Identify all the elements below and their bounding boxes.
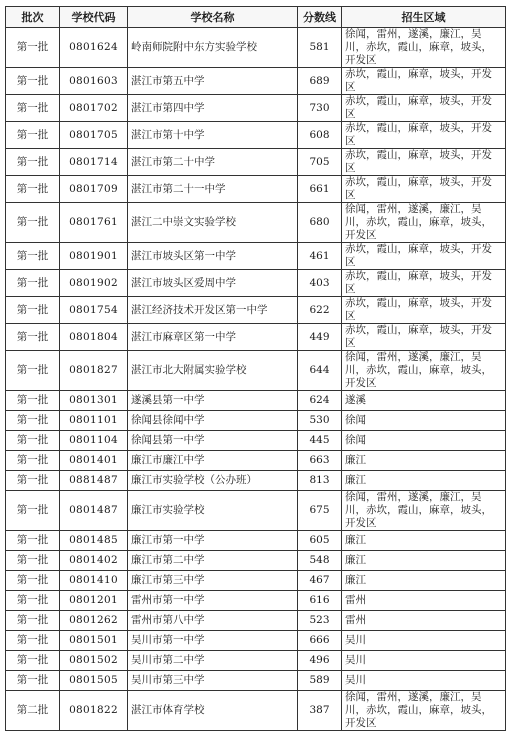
cell-batch: 第一批 [6, 451, 60, 471]
table-row [6, 243, 506, 270]
cell-name: 廉江市廉江中学 [128, 451, 298, 471]
cell-code: 0801702 [60, 95, 128, 122]
table-row [6, 122, 506, 149]
table-row [6, 491, 506, 531]
table-row [6, 203, 506, 243]
cell-code: 0801485 [60, 531, 128, 551]
cell-code: 0801101 [60, 411, 128, 431]
cell-area: 赤坎，霞山，麻章，坡头，开发区 [342, 297, 506, 324]
cell-score: 680 [298, 203, 342, 243]
table-row [6, 95, 506, 122]
table-row [6, 270, 506, 297]
table-row [6, 411, 506, 431]
cell-area: 廉江 [342, 571, 506, 591]
cell-batch: 第一批 [6, 68, 60, 95]
table-body [6, 28, 506, 731]
cell-area: 徐闻，雷州，遂溪，廉江，吴川，赤坎，霞山，麻章，坡头，开发区 [342, 28, 506, 68]
cell-batch: 第一批 [6, 651, 60, 671]
cell-area: 雷州 [342, 611, 506, 631]
cell-code: 0801502 [60, 651, 128, 671]
cell-name: 湛江市第四中学 [128, 95, 298, 122]
cell-name: 廉江市实验学校 [128, 491, 298, 531]
header-school-name: 学校名称 [128, 7, 298, 28]
cell-batch: 第一批 [6, 243, 60, 270]
cell-name: 徐闻县徐闻中学 [128, 411, 298, 431]
cell-area: 赤坎，霞山，麻章，坡头，开发区 [342, 68, 506, 95]
cell-score: 461 [298, 243, 342, 270]
cell-batch: 第一批 [6, 591, 60, 611]
cell-code: 0881487 [60, 471, 128, 491]
table-row [6, 531, 506, 551]
cell-score: 608 [298, 122, 342, 149]
cell-batch: 第一批 [6, 671, 60, 691]
cell-code: 0801402 [60, 551, 128, 571]
cell-area: 徐闻，雷州，遂溪，廉江，吴川，赤坎，霞山，麻章，坡头，开发区 [342, 203, 506, 243]
cell-score: 496 [298, 651, 342, 671]
cell-area: 雷州 [342, 591, 506, 611]
cell-batch: 第二批 [6, 691, 60, 731]
cell-area: 吴川 [342, 631, 506, 651]
cell-name: 吴川市第三中学 [128, 671, 298, 691]
cell-batch: 第一批 [6, 149, 60, 176]
cell-code: 0801501 [60, 631, 128, 651]
cell-score: 624 [298, 391, 342, 411]
cell-name: 雷州市第一中学 [128, 591, 298, 611]
cell-score: 730 [298, 95, 342, 122]
cell-name: 徐闻县第一中学 [128, 431, 298, 451]
table-row [6, 471, 506, 491]
cell-batch: 第一批 [6, 297, 60, 324]
cell-name: 湛江经济技术开发区第一中学 [128, 297, 298, 324]
cell-code: 0801487 [60, 491, 128, 531]
cell-name: 湛江市麻章区第一中学 [128, 324, 298, 351]
table-row [6, 297, 506, 324]
cell-area: 吴川 [342, 651, 506, 671]
table-row [6, 591, 506, 611]
cell-name: 湛江二中崇文实验学校 [128, 203, 298, 243]
cell-code: 0801104 [60, 431, 128, 451]
cell-name: 吴川市第二中学 [128, 651, 298, 671]
cell-area: 廉江 [342, 531, 506, 551]
cell-batch: 第一批 [6, 491, 60, 531]
cell-score: 644 [298, 351, 342, 391]
cell-score: 689 [298, 68, 342, 95]
cell-code: 0801901 [60, 243, 128, 270]
cell-name: 湛江市坡头区第一中学 [128, 243, 298, 270]
cell-area: 赤坎，霞山，麻章，坡头，开发区 [342, 95, 506, 122]
cell-area: 徐闻 [342, 411, 506, 431]
table-row [6, 391, 506, 411]
cell-area: 赤坎，霞山，麻章，坡头，开发区 [342, 243, 506, 270]
table-row [6, 691, 506, 731]
cell-batch: 第一批 [6, 391, 60, 411]
cell-name: 廉江市第三中学 [128, 571, 298, 591]
cell-name: 湛江市第二十中学 [128, 149, 298, 176]
cell-code: 0801603 [60, 68, 128, 95]
table-row [6, 551, 506, 571]
cell-code: 0801301 [60, 391, 128, 411]
table-row [6, 571, 506, 591]
cell-score: 616 [298, 591, 342, 611]
cell-batch: 第一批 [6, 203, 60, 243]
cell-batch: 第一批 [6, 324, 60, 351]
table-row [6, 28, 506, 68]
cell-code: 0801761 [60, 203, 128, 243]
cell-code: 0801822 [60, 691, 128, 731]
table-row [6, 611, 506, 631]
cell-code: 0801410 [60, 571, 128, 591]
cell-area: 赤坎，霞山，麻章，坡头，开发区 [342, 270, 506, 297]
cell-code: 0801624 [60, 28, 128, 68]
cell-area: 廉江 [342, 471, 506, 491]
cell-batch: 第一批 [6, 176, 60, 203]
cell-batch: 第一批 [6, 431, 60, 451]
cell-score: 705 [298, 149, 342, 176]
cell-score: 445 [298, 431, 342, 451]
cell-area: 廉江 [342, 551, 506, 571]
cell-name: 湛江市第十中学 [128, 122, 298, 149]
cell-batch: 第一批 [6, 411, 60, 431]
table-row [6, 431, 506, 451]
cell-batch: 第一批 [6, 531, 60, 551]
admission-score-sheet [5, 6, 505, 731]
header-batch: 批次 [6, 7, 60, 28]
cell-area: 赤坎，霞山，麻章，坡头，开发区 [342, 176, 506, 203]
cell-code: 0801262 [60, 611, 128, 631]
cell-batch: 第一批 [6, 122, 60, 149]
cell-score: 661 [298, 176, 342, 203]
table-row [6, 451, 506, 471]
cell-code: 0801201 [60, 591, 128, 611]
table-row [6, 671, 506, 691]
cell-batch: 第一批 [6, 351, 60, 391]
cell-score: 449 [298, 324, 342, 351]
cell-name: 湛江市第二十一中学 [128, 176, 298, 203]
cell-score: 813 [298, 471, 342, 491]
cell-area: 赤坎，霞山，麻章，坡头，开发区 [342, 122, 506, 149]
cell-area: 赤坎，霞山，麻章，坡头，开发区 [342, 324, 506, 351]
cell-batch: 第一批 [6, 471, 60, 491]
table-row [6, 651, 506, 671]
cell-area: 徐闻，雷州，遂溪，廉江，吴川，赤坎，霞山，麻章，坡头，开发区 [342, 491, 506, 531]
cell-score: 663 [298, 451, 342, 471]
cell-name: 湛江市北大附属实验学校 [128, 351, 298, 391]
cell-code: 0801401 [60, 451, 128, 471]
cell-batch: 第一批 [6, 270, 60, 297]
cell-area: 遂溪 [342, 391, 506, 411]
cell-score: 675 [298, 491, 342, 531]
table-row [6, 68, 506, 95]
cell-code: 0801902 [60, 270, 128, 297]
cell-score: 605 [298, 531, 342, 551]
cell-code: 0801714 [60, 149, 128, 176]
cell-score: 666 [298, 631, 342, 651]
cell-code: 0801754 [60, 297, 128, 324]
cell-score: 548 [298, 551, 342, 571]
cell-area: 徐闻，雷州，遂溪，廉江，吴川，赤坎，霞山，麻章，坡头，开发区 [342, 351, 506, 391]
table-row [6, 631, 506, 651]
cell-batch: 第一批 [6, 631, 60, 651]
cell-area: 徐闻，雷州，遂溪，廉江，吴川，赤坎，霞山，麻章，坡头，开发区 [342, 691, 506, 731]
cell-score: 581 [298, 28, 342, 68]
cell-score: 403 [298, 270, 342, 297]
cell-area: 廉江 [342, 451, 506, 471]
cell-area: 赤坎，霞山，麻章，坡头，开发区 [342, 149, 506, 176]
table-row [6, 176, 506, 203]
cell-name: 遂溪县第一中学 [128, 391, 298, 411]
cell-code: 0801827 [60, 351, 128, 391]
header-score-line: 分数线 [298, 7, 342, 28]
table-row [6, 324, 506, 351]
cell-batch: 第一批 [6, 571, 60, 591]
table-row [6, 149, 506, 176]
cell-name: 湛江市体育学校 [128, 691, 298, 731]
cell-score: 589 [298, 671, 342, 691]
cell-score: 622 [298, 297, 342, 324]
cell-code: 0801505 [60, 671, 128, 691]
cell-name: 雷州市第八中学 [128, 611, 298, 631]
cell-name: 岭南师院附中东方实验学校 [128, 28, 298, 68]
cell-area: 徐闻 [342, 431, 506, 451]
cell-batch: 第一批 [6, 551, 60, 571]
cell-code: 0801709 [60, 176, 128, 203]
admission-score-table [5, 6, 506, 731]
cell-score: 523 [298, 611, 342, 631]
table-row [6, 351, 506, 391]
cell-name: 廉江市实验学校（公办班） [128, 471, 298, 491]
cell-name: 廉江市第二中学 [128, 551, 298, 571]
cell-name: 湛江市第五中学 [128, 68, 298, 95]
header-school-code: 学校代码 [60, 7, 128, 28]
cell-batch: 第一批 [6, 95, 60, 122]
header-enrollment-area: 招生区域 [342, 7, 506, 28]
cell-code: 0801804 [60, 324, 128, 351]
cell-score: 467 [298, 571, 342, 591]
cell-name: 湛江市坡头区爱周中学 [128, 270, 298, 297]
cell-score: 387 [298, 691, 342, 731]
cell-score: 530 [298, 411, 342, 431]
cell-batch: 第一批 [6, 28, 60, 68]
cell-name: 吴川市第一中学 [128, 631, 298, 651]
cell-area: 吴川 [342, 671, 506, 691]
cell-name: 廉江市第一中学 [128, 531, 298, 551]
cell-code: 0801705 [60, 122, 128, 149]
cell-batch: 第一批 [6, 611, 60, 631]
table-header-row [6, 7, 506, 28]
